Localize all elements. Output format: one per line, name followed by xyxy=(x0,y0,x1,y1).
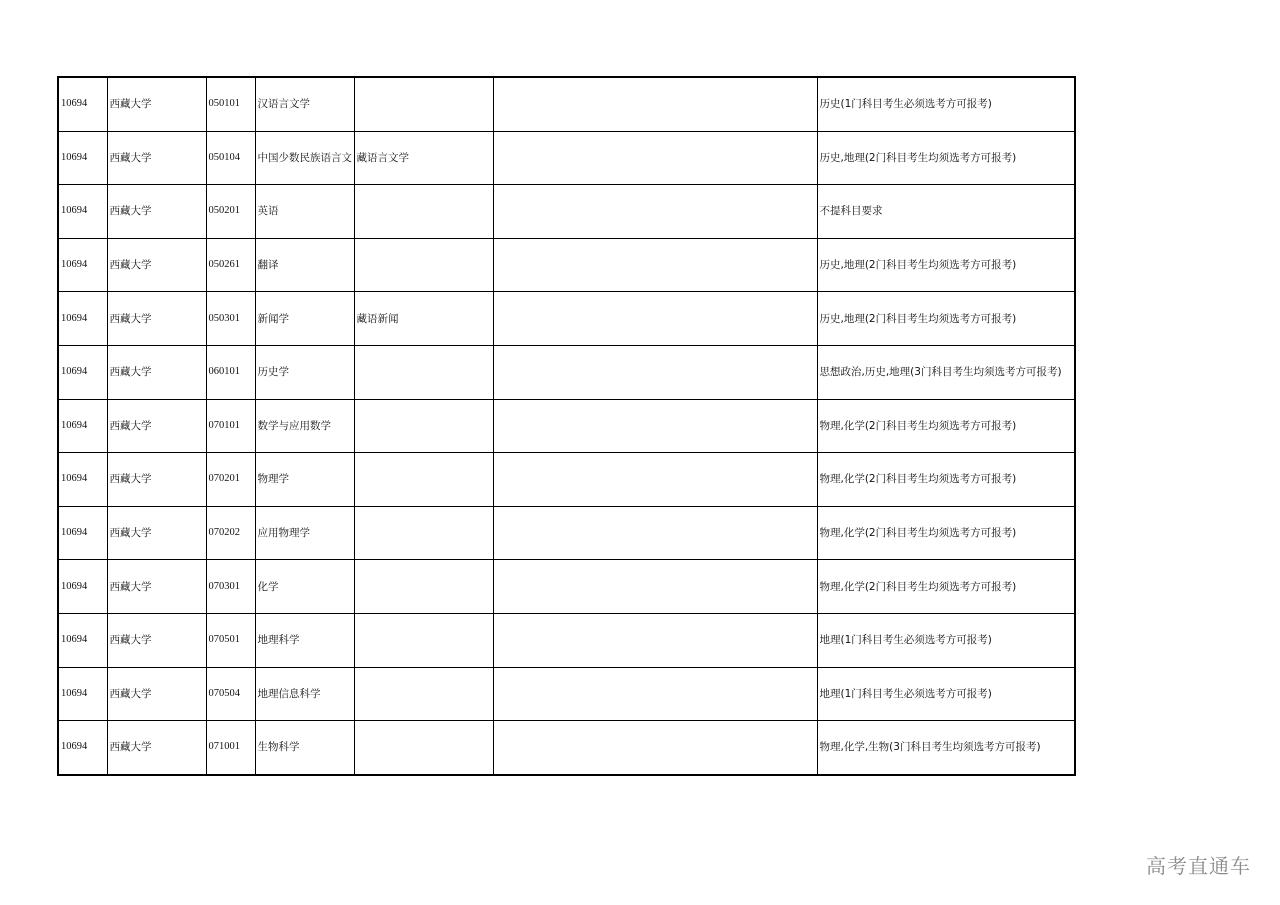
school-name-cell: 西藏大学 xyxy=(107,667,206,721)
school-code-cell: 10694 xyxy=(58,345,107,399)
note-cell xyxy=(493,453,817,507)
note-cell xyxy=(493,560,817,614)
major-code-cell: 070501 xyxy=(206,613,255,667)
note-cell xyxy=(493,667,817,721)
school-code-cell: 10694 xyxy=(58,77,107,131)
note-cell xyxy=(493,613,817,667)
major-name-cell: 应用物理学 xyxy=(255,506,354,560)
major-code-cell: 050201 xyxy=(206,185,255,239)
direction-cell xyxy=(354,399,493,453)
school-name-cell: 西藏大学 xyxy=(107,613,206,667)
note-cell xyxy=(493,238,817,292)
direction-cell: 藏语新闻 xyxy=(354,292,493,346)
school-code-cell: 10694 xyxy=(58,667,107,721)
note-cell xyxy=(493,399,817,453)
school-name-cell: 西藏大学 xyxy=(107,238,206,292)
major-name-cell: 地理科学 xyxy=(255,613,354,667)
table-row xyxy=(58,506,1075,560)
school-code-cell: 10694 xyxy=(58,131,107,185)
note-cell xyxy=(493,131,817,185)
subject-requirement-cell: 物理,化学(2门科目考生均须选考方可报考) xyxy=(817,399,1075,453)
school-name-cell: 西藏大学 xyxy=(107,453,206,507)
school-code-cell: 10694 xyxy=(58,613,107,667)
major-name-cell: 汉语言文学 xyxy=(255,77,354,131)
major-code-cell: 070504 xyxy=(206,667,255,721)
major-name-cell: 新闻学 xyxy=(255,292,354,346)
subject-requirement-cell: 历史,地理(2门科目考生均须选考方可报考) xyxy=(817,238,1075,292)
note-cell xyxy=(493,185,817,239)
school-name-cell: 西藏大学 xyxy=(107,185,206,239)
major-code-cell: 070301 xyxy=(206,560,255,614)
note-cell xyxy=(493,721,817,775)
table-row xyxy=(58,613,1075,667)
direction-cell xyxy=(354,77,493,131)
school-code-cell: 10694 xyxy=(58,292,107,346)
table-row xyxy=(58,667,1075,721)
major-name-cell: 英语 xyxy=(255,185,354,239)
school-code-cell: 10694 xyxy=(58,238,107,292)
school-code-cell: 10694 xyxy=(58,506,107,560)
table-row xyxy=(58,453,1075,507)
school-name-cell: 西藏大学 xyxy=(107,77,206,131)
table-row xyxy=(58,77,1075,131)
direction-cell xyxy=(354,506,493,560)
subject-requirement-cell: 地理(1门科目考生必须选考方可报考) xyxy=(817,613,1075,667)
subject-requirement-cell: 历史,地理(2门科目考生均须选考方可报考) xyxy=(817,292,1075,346)
major-code-cell: 060101 xyxy=(206,345,255,399)
watermark-text: 高考直通车 xyxy=(1146,854,1251,878)
direction-cell: 藏语言文学 xyxy=(354,131,493,185)
subject-requirement-cell: 物理,化学,生物(3门科目考生均须选考方可报考) xyxy=(817,721,1075,775)
subject-requirement-cell: 思想政治,历史,地理(3门科目考生均须选考方可报考) xyxy=(817,345,1075,399)
major-name-cell: 中国少数民族语言文 xyxy=(255,131,354,185)
major-name-cell: 数学与应用数学 xyxy=(255,399,354,453)
major-code-cell: 070101 xyxy=(206,399,255,453)
major-name-cell: 生物科学 xyxy=(255,721,354,775)
direction-cell xyxy=(354,185,493,239)
major-name-cell: 翻译 xyxy=(255,238,354,292)
direction-cell xyxy=(354,613,493,667)
note-cell xyxy=(493,345,817,399)
note-cell xyxy=(493,292,817,346)
table-row xyxy=(58,399,1075,453)
table-row xyxy=(58,292,1075,346)
major-name-cell: 历史学 xyxy=(255,345,354,399)
school-name-cell: 西藏大学 xyxy=(107,721,206,775)
table-body xyxy=(58,77,1075,775)
major-name-cell: 地理信息科学 xyxy=(255,667,354,721)
note-cell xyxy=(493,506,817,560)
table-row xyxy=(58,560,1075,614)
direction-cell xyxy=(354,453,493,507)
table-row xyxy=(58,345,1075,399)
direction-cell xyxy=(354,721,493,775)
school-code-cell: 10694 xyxy=(58,721,107,775)
school-name-cell: 西藏大学 xyxy=(107,560,206,614)
school-name-cell: 西藏大学 xyxy=(107,399,206,453)
major-code-cell: 050104 xyxy=(206,131,255,185)
major-code-cell: 050261 xyxy=(206,238,255,292)
direction-cell xyxy=(354,667,493,721)
admission-table xyxy=(57,76,1076,776)
table-row xyxy=(58,238,1075,292)
school-code-cell: 10694 xyxy=(58,560,107,614)
major-code-cell: 070202 xyxy=(206,506,255,560)
school-name-cell: 西藏大学 xyxy=(107,131,206,185)
subject-requirement-cell: 物理,化学(2门科目考生均须选考方可报考) xyxy=(817,560,1075,614)
subject-requirement-cell: 物理,化学(2门科目考生均须选考方可报考) xyxy=(817,506,1075,560)
subject-requirement-cell: 不提科目要求 xyxy=(817,185,1075,239)
school-name-cell: 西藏大学 xyxy=(107,292,206,346)
direction-cell xyxy=(354,345,493,399)
subject-requirement-cell: 历史,地理(2门科目考生均须选考方可报考) xyxy=(817,131,1075,185)
direction-cell xyxy=(354,238,493,292)
subject-requirement-cell: 物理,化学(2门科目考生均须选考方可报考) xyxy=(817,453,1075,507)
table-row xyxy=(58,185,1075,239)
school-code-cell: 10694 xyxy=(58,453,107,507)
table-row xyxy=(58,131,1075,185)
major-code-cell: 050301 xyxy=(206,292,255,346)
subject-requirement-cell: 历史(1门科目考生必须选考方可报考) xyxy=(817,77,1075,131)
major-code-cell: 071001 xyxy=(206,721,255,775)
school-name-cell: 西藏大学 xyxy=(107,345,206,399)
school-name-cell: 西藏大学 xyxy=(107,506,206,560)
major-code-cell: 070201 xyxy=(206,453,255,507)
note-cell xyxy=(493,77,817,131)
major-name-cell: 化学 xyxy=(255,560,354,614)
school-code-cell: 10694 xyxy=(58,399,107,453)
school-code-cell: 10694 xyxy=(58,185,107,239)
major-name-cell: 物理学 xyxy=(255,453,354,507)
table-row xyxy=(58,721,1075,775)
major-code-cell: 050101 xyxy=(206,77,255,131)
direction-cell xyxy=(354,560,493,614)
subject-requirement-cell: 地理(1门科目考生必须选考方可报考) xyxy=(817,667,1075,721)
